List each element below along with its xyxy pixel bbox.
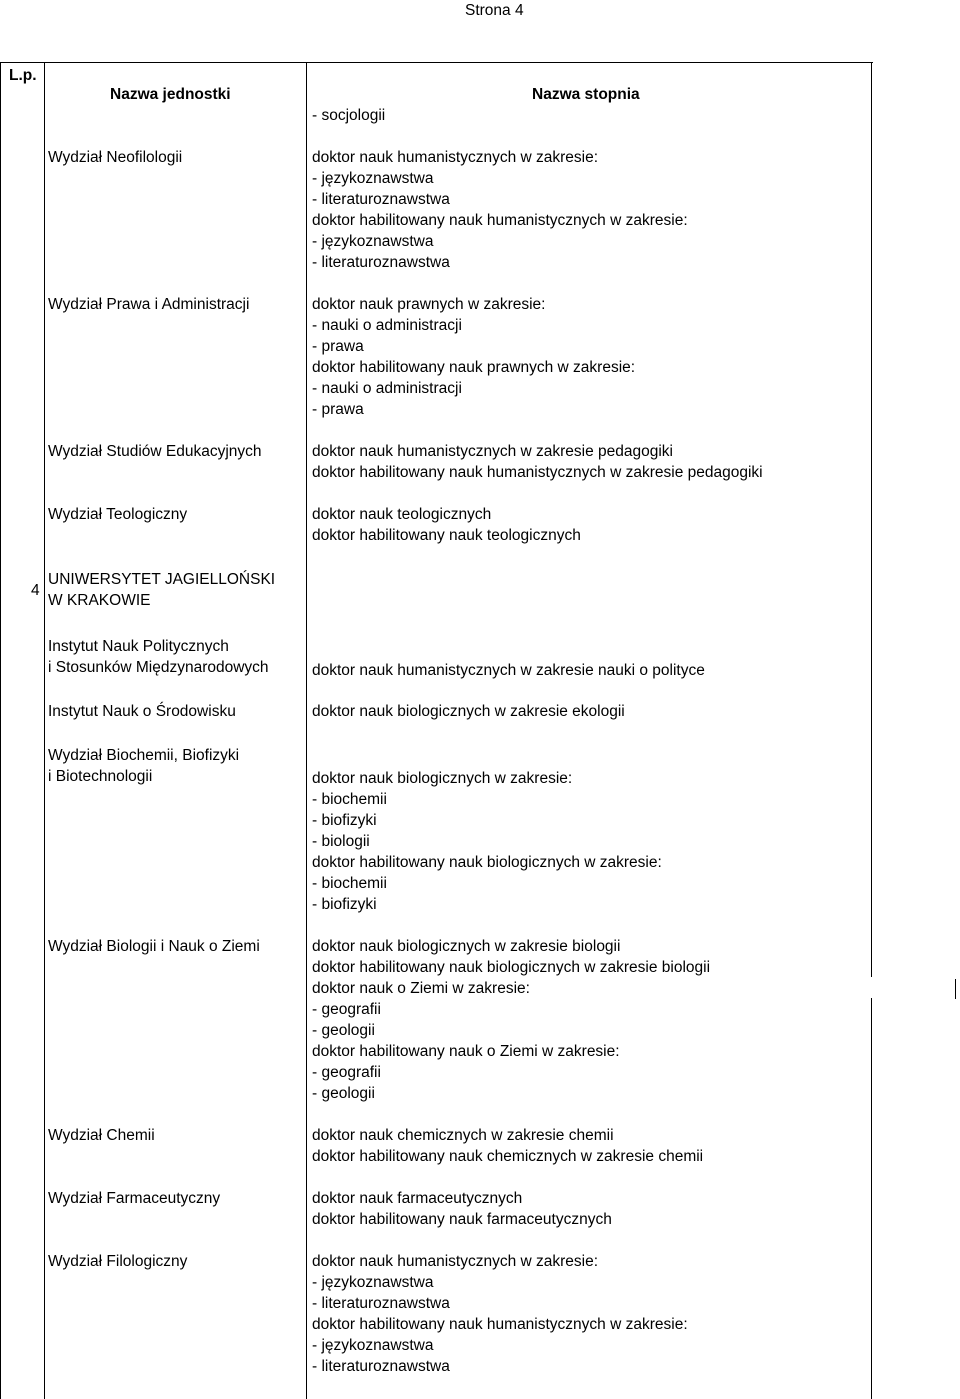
degree-line: doktor nauk teologicznych xyxy=(312,506,492,523)
degree-line: - językoznawstwa xyxy=(312,170,434,187)
degree-line: - językoznawstwa xyxy=(312,1337,434,1354)
header-degree-name: Nazwa stopnia xyxy=(532,86,640,103)
degree-line: - geologii xyxy=(312,1022,375,1039)
table-right-border-lower xyxy=(871,998,872,1399)
degree-line: doktor nauk chemicznych w zakresie chemii xyxy=(312,1127,614,1144)
header-unit-name: Nazwa jednostki xyxy=(110,86,231,103)
degree-line: doktor habilitowany nauk teologicznych xyxy=(312,527,581,544)
degree-line: - literaturoznawstwa xyxy=(312,1358,450,1375)
degree-line: - nauki o administracji xyxy=(312,380,462,397)
unit-name: Wydział Teologiczny xyxy=(48,506,188,523)
unit-name: Wydział Biologii i Nauk o Ziemi xyxy=(48,938,260,955)
degree-line: doktor habilitowany nauk biologicznych w zakresie biologii xyxy=(312,959,711,976)
degree-line: - literaturoznawstwa xyxy=(312,191,450,208)
degree-line: - nauki o administracji xyxy=(312,317,462,334)
degree-line: - geologii xyxy=(312,1085,375,1102)
header-lp: L.p. xyxy=(9,67,37,84)
table-left-border xyxy=(0,62,1,1399)
unit-name: Wydział Prawa i Administracji xyxy=(48,296,250,313)
degree-line: - biofizyki xyxy=(312,812,377,829)
unit-name: i Biotechnologii xyxy=(48,768,153,785)
degree-line: doktor nauk o Ziemi w zakresie: xyxy=(312,980,530,997)
degree-line: doktor habilitowany nauk o Ziemi w zakresie: xyxy=(312,1043,620,1060)
unit-name: Wydział Farmaceutyczny xyxy=(48,1190,221,1207)
degree-continuation: - socjologii xyxy=(312,107,386,124)
university-city: W KRAKOWIE xyxy=(48,592,151,609)
unit-name: Wydział Studiów Edukacyjnych xyxy=(48,443,262,460)
degree-line: doktor nauk farmaceutycznych xyxy=(312,1190,523,1207)
degree-line: doktor habilitowany nauk farmaceutycznych xyxy=(312,1211,612,1228)
degree-line: doktor nauk prawnych w zakresie: xyxy=(312,296,546,313)
degree-line: - biologii xyxy=(312,833,370,850)
degree-line: doktor nauk humanistycznych w zakresie pedagogiki xyxy=(312,443,673,460)
margin-mark xyxy=(955,979,956,999)
degree-line: doktor habilitowany nauk humanistycznych w zakresie pedagogiki xyxy=(312,464,763,481)
degree-line: - biochemii xyxy=(312,791,387,808)
degree-line: - prawa xyxy=(312,401,364,418)
degree-line: doktor habilitowany nauk humanistycznych w zakresie: xyxy=(312,1316,688,1333)
degree-line: doktor habilitowany nauk prawnych w zakresie: xyxy=(312,359,636,376)
unit-name: Wydział Neofilologii xyxy=(48,149,183,166)
unit-name: i Stosunków Międzynarodowych xyxy=(48,659,269,676)
degree-line: - językoznawstwa xyxy=(312,233,434,250)
unit-name: Instytut Nauk o Środowisku xyxy=(48,703,236,720)
unit-name: Wydział Filologiczny xyxy=(48,1253,188,1270)
row-number: 4 xyxy=(31,582,40,599)
degree-line: - biochemii xyxy=(312,875,387,892)
unit-name: Wydział Chemii xyxy=(48,1127,155,1144)
degree-line: - geografii xyxy=(312,1001,381,1018)
degree-line: doktor nauk biologicznych w zakresie ekologii xyxy=(312,703,625,720)
unit-column-divider xyxy=(306,62,307,1399)
degree-line: doktor habilitowany nauk humanistycznych w zakresie: xyxy=(312,212,688,229)
degree-line: doktor habilitowany nauk biologicznych w zakresie: xyxy=(312,854,662,871)
degree-line: doktor habilitowany nauk chemicznych w zakresie chemii xyxy=(312,1148,704,1165)
degree-line: doktor nauk biologicznych w zakresie: xyxy=(312,770,573,787)
lp-column-divider xyxy=(44,62,45,1399)
degree-line: doktor nauk humanistycznych w zakresie: xyxy=(312,149,599,166)
degree-line: - literaturoznawstwa xyxy=(312,254,450,271)
degree-line: - językoznawstwa xyxy=(312,1274,434,1291)
table-top-border xyxy=(0,62,873,63)
degree-line: doktor nauk humanistycznych w zakresie nauki o polityce xyxy=(312,662,705,679)
degree-line: - prawa xyxy=(312,338,364,355)
table-right-border xyxy=(871,62,872,977)
degree-line: doktor nauk biologicznych w zakresie biologii xyxy=(312,938,621,955)
unit-name: Wydział Biochemii, Biofizyki xyxy=(48,747,240,764)
degree-line: - biofizyki xyxy=(312,896,377,913)
page-number: Strona 4 xyxy=(465,2,524,19)
degree-line: doktor nauk humanistycznych w zakresie: xyxy=(312,1253,599,1270)
degree-line: - literaturoznawstwa xyxy=(312,1295,450,1312)
university-name: UNIWERSYTET JAGIELLOŃSKI xyxy=(48,571,276,588)
degree-line: - geografii xyxy=(312,1064,381,1081)
unit-name: Instytut Nauk Politycznych xyxy=(48,638,229,655)
